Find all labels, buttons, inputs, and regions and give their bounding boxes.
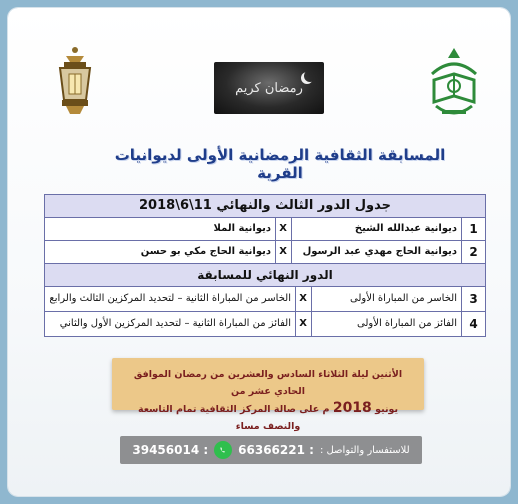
club-logo-icon <box>424 44 484 124</box>
schedule-header: جدول الدور الثالث والنهائي 11\6\2018 <box>45 195 485 218</box>
team-b: الخاسر من المباراة الثانية – لتحديد المركزين الثالث والرابع <box>49 293 291 304</box>
phone-number-1: 66366221 : <box>238 443 314 457</box>
match-row <box>45 241 485 264</box>
final-round-header: الدور النهائي للمسابقة <box>45 264 485 287</box>
match-number: 4 <box>461 312 485 336</box>
notice-month: يونيو <box>375 404 399 415</box>
versus-mark: X <box>295 312 311 336</box>
notice-details: م على صالة المركز الثقافية تمام التاسعة والنصف مساء <box>137 404 330 432</box>
whatsapp-icon <box>214 441 232 459</box>
team-b: الفائز من المباراة الثانية – لتحديد المركزين الأول والثاني <box>59 318 291 329</box>
contact-bar <box>120 436 422 464</box>
team-a: الفائز من المباراة الأولى <box>311 312 461 336</box>
team-a: ديوانية عبدالله الشيخ <box>291 218 461 240</box>
page-title: المسابقة الثقافية الرمضانية الأولى لديوانيات القرية <box>114 146 446 182</box>
ramadan-greeting-banner <box>214 62 324 114</box>
announcement-card <box>8 8 510 496</box>
match-number: 3 <box>461 287 485 311</box>
notice-line-2 <box>120 400 416 435</box>
match-number: 2 <box>461 241 485 263</box>
versus-mark: X <box>275 241 291 263</box>
notice-year: 2018 <box>332 400 372 416</box>
match-row <box>45 218 485 241</box>
contact-label: للاستفسار والتواصل : <box>319 444 410 456</box>
banner-text: رمضان كريم <box>235 80 303 96</box>
team-b: ديوانية الملا <box>213 223 271 234</box>
phone-number-2: 39456014 : <box>132 443 209 457</box>
team-a: الخاسر من المباراة الأولى <box>311 287 461 311</box>
event-notice <box>112 358 424 432</box>
match-row <box>45 312 485 336</box>
ramadan-lantern-icon <box>52 46 98 118</box>
crescent-moon-icon <box>304 70 316 82</box>
schedule-table <box>44 194 486 337</box>
match-number: 1 <box>461 218 485 240</box>
versus-mark: X <box>275 218 291 240</box>
match-row <box>45 287 485 312</box>
team-b: ديوانية الحاج مكي بو حسن <box>140 246 271 257</box>
versus-mark: X <box>295 287 311 311</box>
notice-line-1: الأثنين ليلة الثلاثاء السادس والعشرين من رمضان الموافق الحادي عشر من <box>133 369 403 397</box>
team-a: ديوانية الحاج مهدي عبد الرسول <box>291 241 461 263</box>
